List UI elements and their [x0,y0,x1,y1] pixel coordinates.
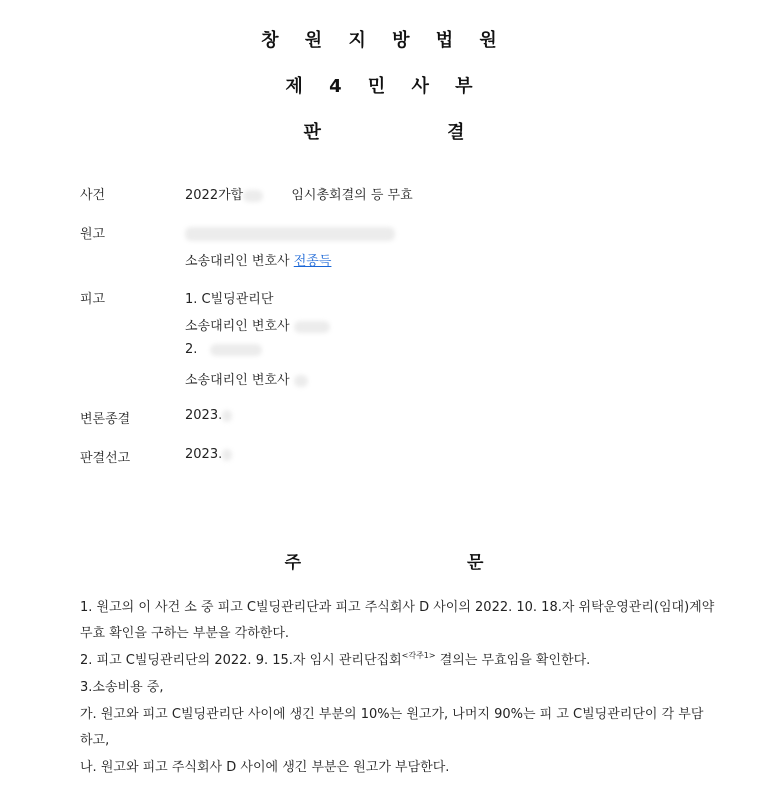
defendant-1-counsel-label: 소송대리인 변호사 [185,319,290,334]
ruling-line-7: 나. 원고와 피고 주식회사 D 사이에 생긴 부분은 원고가 부담한다. [80,760,450,775]
plaintiff-counsel-link[interactable]: 전종득 [293,254,332,269]
ruling-line-3-text: 2. 피고 C빌딩관리단의 2022. 9. 15.자 임시 관리단집회 [80,653,402,668]
closing-date [185,408,232,423]
redacted-block [294,375,308,387]
court-name: 창 원 지 방 법 원 [261,30,507,51]
case-value [185,184,413,203]
case-label: 사건 [80,188,106,203]
plaintiff-label: 원고 [80,227,106,242]
judgment-date-value: 2023. [185,447,223,462]
closing-label: 변론종결 [80,412,131,427]
defendant-1-counsel [185,315,330,334]
judgment-date [185,447,232,462]
defendant-1: 1. C빌딩관리단 [185,292,274,307]
footnote-ref[interactable]: <각주1> [401,651,436,660]
plaintiff-counsel-label: 소송대리인 변호사 [185,254,290,269]
defendant-2 [185,342,262,357]
ruling-heading: 주 문 [284,553,564,573]
ruling-line-1: 1. 원고의 이 사건 소 중 피고 C빌딩관리단과 피고 주식회사 D 사이의 2022. 10. 18.자 위탁운영관리(임대)계약 [80,600,715,615]
defendant-2-counsel [185,369,308,388]
judgment-label: 판결선고 [80,451,131,466]
redacted-block [222,449,232,461]
ruling-line-6: 하고, [80,733,110,748]
closing-date-value: 2023. [185,408,223,423]
redacted-block [210,344,262,356]
defendant-2-counsel-label: 소송대리인 변호사 [185,373,290,388]
ruling-line-5: 가. 원고와 피고 C빌딩관리단 사이에 생긴 부분의 10%는 원고가, 나머지 90%는 피 고 C빌딩관리단이 각 부담 [80,707,704,722]
redacted-block [222,410,232,422]
division-name: 제 4 민 사 부 [285,76,483,97]
redacted-block [294,321,330,333]
redacted-block [243,190,263,202]
plaintiff-counsel [185,250,331,269]
case-number: 2022가합 [185,188,244,203]
ruling-line-4: 3.소송비용 중, [80,680,164,695]
ruling-line-3-suffix: 결의는 무효임을 확인한다. [439,653,591,668]
case-title: 임시총회결의 등 무효 [291,188,413,203]
plaintiff-name-redacted [185,226,395,241]
defendant-2-number: 2. [185,342,198,357]
defendant-label: 피고 [80,292,106,307]
ruling-line-2: 무효 확인을 구하는 부분을 각하한다. [80,626,290,641]
ruling-line-3 [80,649,590,668]
redacted-block [185,227,395,241]
document-type: 판 결 [303,122,525,143]
